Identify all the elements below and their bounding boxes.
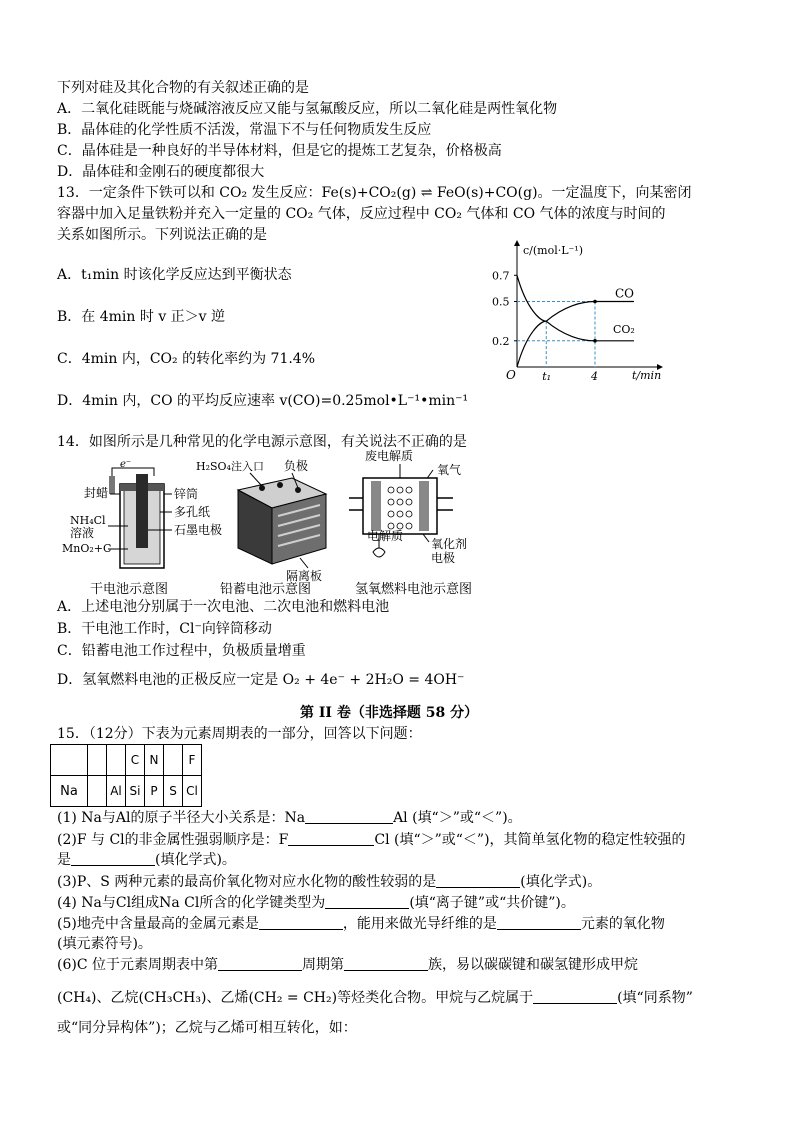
pt-cell [107, 745, 126, 776]
leader-separator [300, 558, 308, 568]
data-point [593, 300, 597, 304]
pt-cell: N [145, 745, 164, 776]
q15-s6-text-a: (6)C 位于元素周期表中第 [57, 957, 218, 973]
answer-blank[interactable] [325, 894, 409, 909]
label-oxygen: 氧气 [437, 463, 462, 477]
q15-s5-text-a: (5)地壳中含量最高的金属元素是 [57, 916, 259, 932]
q15-s6-text-c: 族，易以碳碳键和碳氢键形成甲烷 [428, 957, 638, 973]
leader-oxidant [423, 534, 429, 542]
pt-cell [164, 745, 183, 776]
label-separator: 隔离板 [286, 569, 323, 583]
q15-sub3 [57, 872, 601, 892]
x-axis-label: t/min [632, 369, 662, 382]
pt-cell: Cl [183, 776, 202, 807]
origin-label: O [506, 368, 516, 382]
series-label-co2: CO₂ [613, 322, 635, 336]
label-electrode: 电极 [431, 551, 456, 565]
section-title: 第 II 卷（非选择题 58 分） [300, 705, 479, 721]
q15-s2-text-d: (填化学式)。 [155, 852, 236, 868]
q14-stem: 14．如图所示是几种常见的化学电源示意图，有关说法不正确的是 [57, 434, 467, 450]
answer-blank[interactable] [259, 915, 343, 930]
y-tick-label: 0.2 [492, 334, 510, 348]
graphite-rod [136, 474, 148, 548]
fuel-cell-figure [345, 448, 475, 576]
label-electrolyte: 电解质 [367, 529, 404, 543]
pt-cell: Si [126, 776, 145, 807]
answer-blank[interactable] [436, 873, 520, 888]
q15-s3-text-b: (填化学式)。 [520, 874, 602, 890]
label-electron: e⁻ [120, 459, 132, 470]
label-mno2: MnO₂+C [62, 542, 112, 555]
q15-sub4 [57, 893, 575, 913]
q12-option-a: A．二氧化硅既能与烧碱溶液反应又能与氢氟酸反应，所以二氧化硅是两性氧化物 [57, 101, 558, 117]
q14-option-b: B．干电池工作时，Cl⁻向锌筒移动 [57, 621, 272, 637]
q12-option-c: C．晶体硅是一种良好的半导体材料，但是它的提炼工艺复杂，价格极高 [57, 143, 502, 159]
q15-s4-text-a: (4) Na与Cl组成Na Cl所含的化学键类型为 [57, 895, 326, 911]
pt-cell: Al [107, 776, 126, 807]
periodic-row-2 [51, 745, 202, 776]
label-oxidant: 氧化剂 [431, 537, 468, 551]
q13-stem-line2: 容器中加入足量铁粉并充入一定量的 CO₂ 气体，反应过程中 CO₂ 气体和 CO 气体的浓度与时间的 [57, 206, 666, 222]
q15-sub2-cont [57, 850, 236, 870]
q13-option-a: A．t₁min 时该化学反应达到平衡状态 [57, 267, 292, 283]
label-waste-electrolyte: 废电解质 [365, 449, 414, 463]
periodic-table-excerpt [50, 744, 202, 807]
label-inlet: H₂SO₄注入口 [196, 460, 264, 473]
concentration-time-chart [490, 236, 670, 386]
q13-stem-line1: 13．一定条件下铁可以和 CO₂ 发生反应：Fe(s)+CO₂(g) ⇌ FeO(s)+CO(g)。一定温度下，向某密闭 [57, 185, 692, 201]
y-axis-label: c/(mol·L⁻¹) [523, 244, 584, 257]
pt-cell: S [164, 776, 183, 807]
zinc-terminal [109, 476, 115, 494]
q15-s6-text-b: 周期第 [302, 957, 344, 973]
q13-option-c: C．4min 内，CO₂ 的转化率约为 71.4% [57, 351, 316, 367]
series-label-co: CO [615, 286, 635, 301]
inlet-cap [277, 482, 283, 488]
q15-s2-text-a: (2)F 与 Cl的非金属性强弱顺序是：F [57, 832, 289, 848]
x-tick-label: t₁ [542, 370, 552, 383]
q12-stem: 下列对硅及其化合物的有关叙述正确的是 [57, 80, 309, 96]
anode [371, 481, 381, 531]
q15-sub5-cont: (填元素符号)。 [57, 936, 152, 952]
pt-cell: P [145, 776, 164, 807]
q14-option-d: D．氢氧燃料电池的正极反应一定是 O₂ + 4e⁻ + 2H₂O = 4OH⁻ [57, 672, 465, 688]
pt-cell [88, 745, 107, 776]
label-graphite: 石墨电极 [174, 523, 223, 537]
q15-s6-text-e: (填“同系物” [617, 990, 693, 1006]
q15-sub1 [57, 808, 522, 828]
q15-sub2 [57, 830, 686, 850]
answer-blank[interactable] [497, 915, 581, 930]
q15-s1-text-b: Al (填“＞”或“＜”)。 [393, 810, 522, 826]
q14-option-c: C．铅蓄电池工作过程中，负极质量增重 [57, 643, 306, 659]
answer-blank[interactable] [288, 831, 374, 846]
answer-blank[interactable] [218, 956, 302, 971]
q15-s2-text-b: Cl (填“＞”或“＜”)，其简单氢化物的稳定性较强的 [374, 832, 686, 848]
q15-s2-text-c: 是 [57, 852, 71, 868]
answer-blank[interactable] [344, 956, 428, 971]
q15-s6-text-d: (CH₄)、乙烷(CH₃CH₃)、乙烯(CH₂ = CH₂)等烃类化合物。甲烷与乙烷属于 [57, 990, 534, 1006]
q13-option-d: D．4min 内，CO 的平均反应速率 v(CO)=0.25mol•L⁻¹•min⁻¹ [57, 393, 469, 409]
leader-inlet [250, 473, 262, 486]
pt-cell: C [126, 745, 145, 776]
answer-blank[interactable] [305, 809, 393, 824]
q15-stem: 15．（12分）下表为元素周期表的一部分，回答以下问题： [57, 726, 422, 742]
q13-stem-line3: 关系如图所示。下列说法正确的是 [57, 227, 267, 243]
fuel-cell-caption: 氢氧燃料电池示意图 [355, 582, 473, 597]
label-nh4cl: NH₄Cl [70, 514, 106, 527]
q15-s5-text-c: 元素的氧化物 [580, 916, 665, 932]
dry-cell-caption: 干电池示意图 [90, 582, 169, 597]
q15-sub6-line2 [57, 988, 693, 1008]
pt-cell: F [183, 745, 202, 776]
q13-option-b: B．在 4min 时 v 正＞v 逆 [57, 309, 226, 325]
label-solution: 溶液 [70, 526, 95, 540]
q15-sub6 [57, 955, 638, 975]
q15-s4-text-b: (填“离子键”或“共价键”)。 [409, 895, 575, 911]
pt-cell [51, 745, 88, 776]
cathode [419, 481, 429, 531]
q15-s3-text-a: (3)P、S 两种元素的最高价氧化物对应水化物的酸性较弱的是 [57, 874, 437, 890]
label-zinc: 锌筒 [174, 487, 199, 501]
data-point [593, 339, 597, 343]
x-tick-label: 4 [591, 370, 598, 383]
label-negative: 负极 [284, 459, 309, 473]
periodic-row-3 [51, 776, 202, 807]
label-wax: 封蜡 [84, 486, 109, 500]
q15-s1-text-a: (1) Na与Al的原子半径大小关系是：Na [57, 810, 306, 826]
y-tick-label: 0.5 [492, 295, 510, 309]
q12-option-b: B．晶体硅的化学性质不活泼，常温下不与任何物质发生反应 [57, 122, 432, 138]
q12-option-d: D．晶体硅和金刚石的硬度都很大 [57, 164, 265, 180]
answer-blank[interactable] [71, 851, 155, 866]
q15-sub6-line3: 或“同分异构体”)；乙烷与乙烯可相互转化，如： [57, 1020, 357, 1036]
y-tick-label: 0.7 [492, 269, 510, 283]
label-paper: 多孔纸 [174, 505, 211, 519]
q15-sub5 [57, 914, 665, 934]
lead-acid-caption: 铅蓄电池示意图 [220, 582, 312, 597]
q15-s5-text-b: ，能用来做光导纤维的是 [342, 916, 497, 932]
pt-cell: Na [51, 776, 88, 807]
pt-cell [88, 776, 107, 807]
answer-blank[interactable] [533, 989, 617, 1004]
q14-option-a: A．上述电池分别属于一次电池、二次电池和燃料电池 [57, 599, 390, 615]
